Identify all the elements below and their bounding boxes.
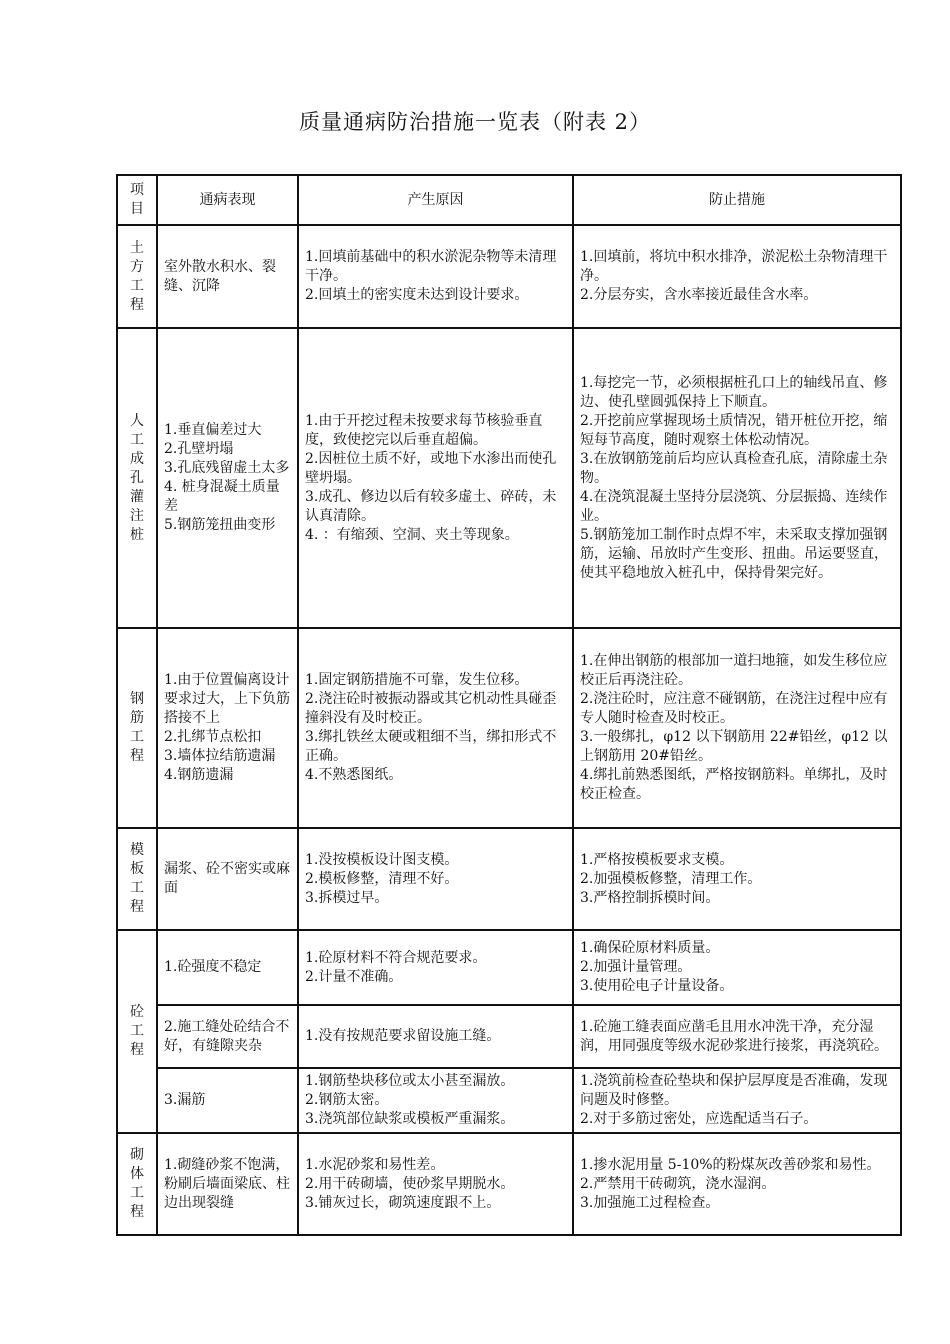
measure-cell-line: 4.绑扎前熟悉图纸，严格按钢筋料。单绑扎，及时校正检查。 [580,767,888,802]
measure-cell-line: 3.一般绑扎，φ12 以下钢筋用 22#铅丝，φ12 以上钢筋用 20#铅丝。 [580,729,888,764]
measure-cell-line: 3.在放钢筋笼前后均应认真检查孔底，清除虚土杂物。 [580,450,888,486]
table-row [117,1068,901,1133]
measure-cell-line: 1.每挖完一节，必须根据桩孔口上的轴线吊直、修边、使孔壁圆弧保持上下顺直。 [580,374,888,410]
table-row [117,930,901,1005]
cause-cell-line: 4. ：有缩颈、空洞、夹土等现象。 [305,526,519,543]
table-row [117,225,901,328]
measure-cell-line: 1.浇筑前检查砼垫块和保护层厚度是否准确，发现问题及时修整。 [580,1073,888,1108]
measure-cell [573,828,901,930]
symptom-cell-line: 室外散水积水、裂缝、沉降 [164,258,276,294]
measure-cell-line: 3.加强施工过程检查。 [580,1194,720,1211]
measure-cell-line: 2.对于多筋过密处，应选配适当石子。 [580,1111,818,1127]
cause-cell-line: 2.钢筋太密。 [305,1092,389,1108]
cause-cell-line: 1.没按模板设计图支模。 [305,851,459,868]
symptom-cell-line: 4.钢筋遗漏 [164,767,234,783]
symptom-cell [157,828,298,930]
cause-cell [298,1133,573,1235]
measure-cell [573,225,901,328]
measure-cell-line: 5.钢筋笼加工制作时点焊不牢，未采取支撑加强钢筋，运输、吊放时产生变形、扭曲。吊运要竖直，使其平稳地放入桩孔中，保持骨架完好。 [580,526,888,581]
symptom-cell-line: 3.墙体拉结筋遗漏 [164,748,276,764]
symptom-cell-line: 3.漏筋 [164,1092,206,1108]
cause-cell [298,828,573,930]
measure-cell-line: 1.掺水泥用量 5-10%的粉煤灰改善砂浆和易性。 [580,1156,881,1173]
symptom-cell [157,930,298,1005]
measure-cell-line: 2.浇注砼时，应注意不碰钢筋，在浇注过程中应有专人随时检查及时校正。 [580,691,888,726]
cause-cell-line: 3.拆模过早。 [305,889,389,906]
cause-cell-line: 3.铺灰过长，砌筑速度跟不上。 [305,1194,501,1211]
cause-cell-line: 3.成孔、修边以后有较多虚土、碎砖，未认真清除。 [305,488,557,524]
measure-cell-line: 2.加强模板修整，清理工作。 [580,870,762,887]
cause-cell-line: 2.用干砖砌墙，使砂浆早期脱水。 [305,1175,515,1192]
cause-cell-line: 2.回填土的密实度未达到设计要求。 [305,287,529,303]
project-cell: 模板工程 [117,828,157,930]
table-row [117,1005,901,1068]
symptom-cell-line: 3.孔底残留虚土太多 [164,460,290,476]
table-row [117,628,901,828]
symptom-cell [157,1068,298,1133]
measure-cell [573,930,901,1005]
measure-cell-line: 1.回填前，将坑中积水排净，淤泥松土杂物清理干净。 [580,249,888,284]
cause-cell-line: 2.因桩位土质不好，或地下水渗出而使孔壁坍塌。 [305,450,557,486]
measure-cell-line: 1.严格按模板要求支模。 [580,851,734,868]
measure-cell [573,1005,901,1068]
project-cell: 人工成孔灌注桩 [117,328,157,628]
table-row [117,828,901,930]
header-measure: 防止措施 [573,175,901,225]
cause-cell-line: 1.钢筋垫块移位或太小甚至漏放。 [305,1073,515,1089]
measure-cell [573,328,901,628]
cause-cell-line: 2.计量不准确。 [305,968,403,985]
header-project: 项目 [117,175,157,225]
page-title: 质量通病防治措施一览表（附表 2） [298,110,652,134]
measure-cell-line: 3.使用砼电子计量设备。 [580,978,734,994]
symptom-cell [157,225,298,328]
cause-cell [298,628,573,828]
project-cell: 砌体工程 [117,1133,157,1235]
quality-defect-table [116,174,902,1236]
cause-cell-line: 1.回填前基础中的积水淤泥杂物等未清理干净。 [305,249,557,284]
cause-cell-line: 1.没有按规范要求留设施工缝。 [305,1028,501,1044]
cause-cell-line: 1.水泥砂浆和易性差。 [305,1156,445,1173]
project-cell: 土方工程 [117,225,157,328]
cause-cell [298,1068,573,1133]
symptom-cell-line: 5.钢筋笼扭曲变形 [164,517,276,533]
cause-cell [298,225,573,328]
cause-cell-line: 1.固定钢筋措施不可靠，发生位移。 [305,672,529,688]
symptom-cell-line: 2.孔壁坍塌 [164,441,234,457]
cause-cell-line: 2.浇注砼时被振动器或其它机动性具碰歪撞斜没有及时校正。 [305,691,557,726]
measure-cell [573,1133,901,1235]
measure-cell-line: 1.确保砼原材料质量。 [580,940,720,956]
symptom-cell-line: 2.施工缝处砼结合不好，有缝隙夹杂 [164,1018,290,1054]
measure-cell-line: 1.在伸出钢筋的根部加一道扫地箍，如发生移位应校正后再浇注砼。 [580,653,888,688]
symptom-cell [157,1133,298,1235]
cause-cell [298,930,573,1005]
measure-cell-line: 3.严格控制拆模时间。 [580,889,720,906]
symptom-cell [157,328,298,628]
table-row [117,328,901,628]
cause-cell-line: 1.由于开挖过程未按要求每节核验垂直度，致使挖完以后垂直超偏。 [305,412,543,448]
measure-cell-line: 2.严禁用干砖砌筑，浇水湿润。 [580,1175,776,1192]
symptom-cell-line: 4. 桩身混凝土质量差 [164,479,280,514]
symptom-cell-line: 1.由于位置偏离设计要求过大，上下负筋搭接不上 [164,672,290,726]
measure-cell-line: 2.开挖前应掌握现场土质情况，错开桩位开挖，缩短每节高度，随时观察土体松动情况。 [580,412,888,448]
cause-cell [298,1005,573,1068]
cause-cell-line: 2.模板修整，清理不好。 [305,870,459,887]
measure-cell-line: 2.加强计量管理。 [580,959,692,975]
cause-cell-line: 3.绑扎铁丝太硬或粗细不当，绑扣形式不正确。 [305,729,557,764]
measure-cell-line: 2.分层夯实，含水率接近最佳含水率。 [580,287,818,303]
cause-cell-line: 1.砼原材料不符合规范要求。 [305,949,487,966]
symptom-cell-line: 1.垂直偏差过大 [164,422,262,438]
measure-cell [573,628,901,828]
measure-cell [573,1068,901,1133]
symptom-cell-line: 漏浆、砼不密实或麻面 [164,861,290,896]
cause-cell-line: 4.不熟悉图纸。 [305,767,403,783]
cause-cell [298,328,573,628]
measure-cell-line: 1.砼施工缝表面应凿毛且用水冲洗干净，充分湿润，用同强度等级水泥砂浆进行接浆，再浇筑砼。 [580,1018,888,1054]
header-cause: 产生原因 [298,175,573,225]
symptom-cell [157,1005,298,1068]
header-symptom: 通病表现 [157,175,298,225]
symptom-cell [157,628,298,828]
measure-cell-line: 4.在浇筑混凝土坚持分层浇筑、分层振捣、连续作业。 [580,488,888,524]
symptom-cell-line: 1.砌缝砂浆不饱满，粉刷后墙面梁底、柱边出现裂缝 [164,1156,290,1211]
symptom-cell-line: 2.扎绑节点松扣 [164,729,262,745]
project-cell: 钢筋工程 [117,628,157,828]
cause-cell-line: 3.浇筑部位缺浆或模板严重漏浆。 [305,1111,515,1127]
project-cell: 砼工程 [117,930,157,1133]
table-row [117,1133,901,1235]
symptom-cell-line: 1.砼强度不稳定 [164,959,262,975]
